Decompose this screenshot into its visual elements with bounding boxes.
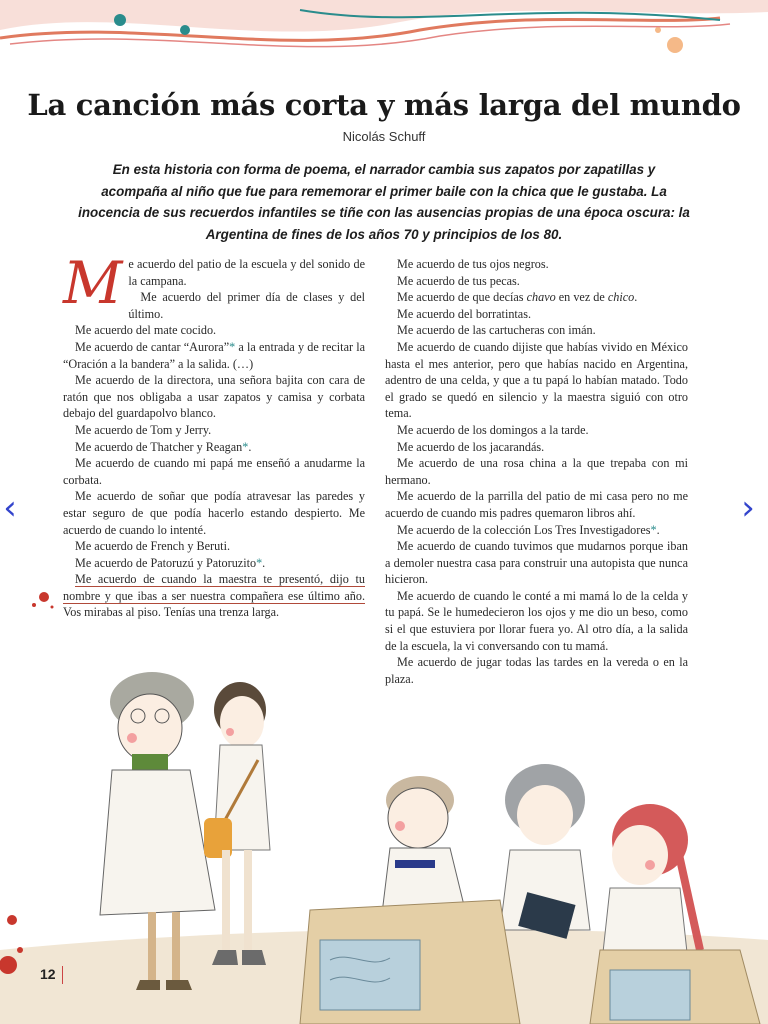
paragraph: Me acuerdo del mate cocido. <box>75 323 217 338</box>
paragraph: Me acuerdo de la colección Los Tres Investigadores*. <box>397 522 660 537</box>
drop-cap: M <box>63 249 123 317</box>
chevron-left-icon[interactable]: ‹ <box>3 488 17 528</box>
girl-figure <box>204 682 270 965</box>
paragraph: Me acuerdo de las cartucheras con imán. <box>397 323 596 338</box>
footnote-mark: * <box>242 439 249 454</box>
text-column-left <box>63 249 366 621</box>
paragraph: Me acuerdo de Tom y Jerry. <box>75 422 212 437</box>
paragraph: Me acuerdo del borratintas. <box>397 306 532 321</box>
classroom-illustration <box>0 650 768 1024</box>
article-title: La canción más corta y más larga del mundo <box>27 88 741 122</box>
paragraph: Me acuerdo de French y Beruti. <box>75 539 230 554</box>
paragraph: Me acuerdo del primer día de clases y del último. <box>128 290 365 321</box>
paragraph: Me acuerdo de tus ojos negros. <box>397 257 549 271</box>
paragraph: Me acuerdo de cantar “Aurora”* a la entrada y de recitar la “Oración a la bandera” a la salida. (…) <box>63 339 366 371</box>
paragraph: Me acuerdo de cuando mi papá me enseñó a anudarme la corbata. <box>63 456 365 487</box>
footnote-mark: * <box>256 555 263 570</box>
paragraph: Me acuerdo de una rosa china a la que trepaba con mi hermano. <box>385 456 688 487</box>
paragraph: Me acuerdo de tus pecas. <box>397 273 520 288</box>
paragraph: Me acuerdo de cuando dijiste que habías vivido en México hasta el mes anterior, pero que habías nacido en Argentina, adentro de una celda, y que a tu papá lo habían matado. Todo el grado se quedó en silencio y la maestra siguió con otro tema. <box>385 339 688 421</box>
paragraph: Me acuerdo de cuando la maestra te presentó, dijo tu nombre y que ibas a ser nuestra compañera ese último año. Vos mirabas al piso. Tenías una trenza larga. <box>63 572 365 620</box>
highlighted-text: Me acuerdo de cuando la maestra te presentó, dijo tu nombre y que ibas a ser nuestra compañera ese último año. <box>63 572 365 603</box>
paragraph: Me acuerdo de jugar todas las tardes en la vereda o en la plaza. <box>385 655 688 686</box>
paragraph: Me acuerdo de la parrilla del patio de mi casa pero no me acuerdo de cuando mis padres quemaron libros ahí. <box>385 489 688 520</box>
paragraph: Me acuerdo de cuando tuvimos que mudarnos porque iban a demoler nuestra casa para construir una autopista que nunca hicieron. <box>385 539 688 587</box>
paragraph: Me acuerdo de los jacarandás. <box>397 439 545 454</box>
paragraph: Me acuerdo del patio de la escuela y del sonido de la campana. <box>63 249 365 317</box>
page-number-divider <box>62 966 63 984</box>
ink-splash <box>20 585 60 615</box>
footnote-mark: * <box>229 339 236 354</box>
intro-paragraph: En esta historia con forma de poema, el narrador cambia sus zapatos por zapatillas y acompaña al niño que fue para rememorar el primer baile con la chica que le gustaba. La inocencia de sus recuerdos infantiles se tiñe con las ausencias propias de una época oscura: la Argentina de fines de los años 70 y principios de los 80. <box>78 162 690 242</box>
paragraph: Me acuerdo de la directora, una señora bajita con cara de ratón que nos obligaba a usar zapatos y camisa y corbata debajo del guardapolvo blanco. <box>63 373 365 421</box>
paragraph: Me acuerdo de Thatcher y Reagan*. <box>75 439 252 454</box>
paragraph: Me acuerdo de cuando le conté a mi mamá lo de la celda y tu papá. Se le humedecieron los ojos y me dio un beso, como si el que estuviera por llorar fuera yo. Al otro día, a la salida de la escuela, la vi conversando con tu mamá. <box>385 588 688 653</box>
paragraph: Me acuerdo de los domingos a la tarde. <box>397 422 589 437</box>
paragraph: Me acuerdo de que decías chavo en vez de chico. <box>397 290 638 305</box>
author-name: Nicolás Schuff <box>342 129 426 144</box>
top-decorative-banner <box>0 0 768 70</box>
paragraph: Me acuerdo de soñar que podía atravesar las paredes y estar seguro de que podía hacerlo estando despierto. Me acuerdo de cuando lo intenté. <box>63 489 365 537</box>
text-column-right <box>385 256 688 687</box>
footnote-mark: * <box>650 522 657 537</box>
paragraph: Me acuerdo de Patoruzú y Patoruzito*. <box>75 555 266 570</box>
chevron-right-icon[interactable]: › <box>741 488 755 528</box>
page-number: 12 <box>40 966 56 982</box>
